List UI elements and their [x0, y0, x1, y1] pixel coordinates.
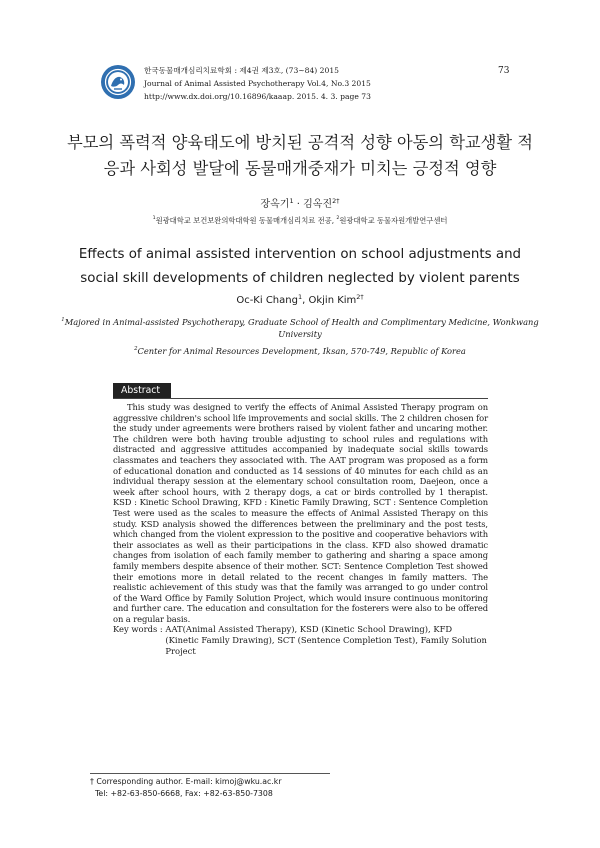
author-1-ko-sup: 1 — [289, 197, 294, 205]
aff-ko-2: 원광대학교 동물자원개발연구센터 — [339, 216, 448, 225]
footnote-contact: Tel: +82-63-850-6668, Fax: +82-63-850-7308 — [95, 789, 273, 798]
page-number: 73 — [498, 66, 510, 76]
header-doi[interactable]: http://www.dx.doi.org/10.16896/kaaap. 2015. 4. 3. page 73 — [144, 92, 371, 101]
aff-en-1: Majored in Animal-assisted Psychotherapy, Graduate School of Health and Complimentary Medicine, Wonkwang University — [64, 317, 539, 339]
header-journal-ko: 한국동물매개심리치료학회 : 제4권 제3호, (73~84) 2015 — [144, 66, 340, 75]
abstract-section — [113, 402, 488, 656]
footnote-corresponding: † Corresponding author. E-mail: kimoj@wku.ac.kr — [90, 777, 282, 786]
author-2-ko: 김옥진 — [303, 199, 333, 210]
header-journal-en: Journal of Animal Assisted Psychotherapy Vol.4, No.3 2015 — [144, 79, 371, 88]
author-1-ko: 장옥기 — [260, 199, 290, 210]
keywords-label: Key words : — [113, 624, 166, 635]
title-korean: 부모의 폭력적 양육태도에 방치된 공격적 성향 아동의 학교생활 적응과 사회성 발달에 동물매개중재가 미치는 긍정적 영향 — [66, 133, 534, 178]
aff-ko-sup-2: 2 — [336, 216, 340, 221]
author-separator-ko: · — [293, 199, 304, 210]
aff-ko-1: 원광대학교 보건보완의학대학원 동물매개심리치료 전공, — [155, 216, 337, 225]
aff-en-sup-1: 1 — [61, 317, 65, 323]
abstract-label: Abstract — [113, 383, 171, 398]
affiliation-english-1 — [60, 316, 540, 340]
author-1-en-sup: 1 — [297, 293, 303, 301]
journal-seal-icon — [100, 64, 136, 100]
author-2-en: Okjin Kim — [308, 295, 357, 306]
keywords — [113, 624, 488, 656]
aff-en-sup-2: 2 — [134, 346, 138, 352]
author-2-ko-sup: 2† — [332, 197, 340, 205]
abstract-body: This study was designed to verify the effects of Animal Assisted Therapy program on aggressive children's school life improvements and social skills. The 2 children chosen for the study under agreements were brothers raised by violent father and uncaring mother. The children were both having trouble adjusting to school rules and regulations with distracted and aggressive attitudes accompanied by inadequate social skills towards classmates and teachers they associated with. The AAT program was proposed as a form of educational donation and conducted as 14 sessions of 40 minutes for each child as an individual therapy session at the elementary school consultation room, Daejeon, once a week after school hours, with 2 therapy dogs, a cat or birds controlled by 1 therapist. KSD : Kinetic School Drawing, KFD : Kinetic Family Drawing, SCT : Sentence Completion Test were used as the scales to measure the effects of Animal Assisted Therapy on this study. KSD analysis showed the differences between the preliminary and the post tests, which changed from the violent expression to the positive and cooperative behaviors with their associates as well as their participations in the class. KFD also showed dramatic changes from isolation of each family member to gathering and sharing a space among family members despite absence of their mother. SCT: Sentence Completion Test showed their emotions more in detail related to the recent changes in family matters. The realistic achievement of this study was that the family was arranged to go under control of the Ward Office by Family Solution Project, which would insure continuous monitoring and further care. The education and consultation for the fosterers were also to be offered on a regular basis. — [113, 402, 488, 624]
authors-english — [0, 295, 600, 306]
header-text — [144, 64, 371, 103]
title-english: Effects of animal assisted intervention on school adjustments and social skill developments of children neglected by violent parents — [78, 247, 522, 286]
author-2-en-sup: 2† — [356, 293, 364, 301]
footnote — [90, 776, 282, 800]
aff-en-2: Center for Animal Resources Development, Iksan, 570-749, Republic of Korea — [137, 346, 466, 356]
keywords-text: AAT(Animal Assisted Therapy), KSD (Kinetic School Drawing), KFD (Kinetic Family Drawing), SCT (Sentence Completion Test), Family Solution Project — [165, 624, 487, 656]
affiliation-korean — [0, 216, 600, 226]
author-separator-en: , — [302, 295, 309, 306]
authors-korean — [0, 195, 600, 210]
author-1-en: Oc-Ki Chang — [236, 295, 298, 306]
aff-ko-sup-1: 1 — [152, 216, 156, 221]
footnote-divider — [90, 773, 330, 774]
affiliation-english-2 — [60, 345, 540, 357]
abstract-divider — [113, 398, 488, 399]
